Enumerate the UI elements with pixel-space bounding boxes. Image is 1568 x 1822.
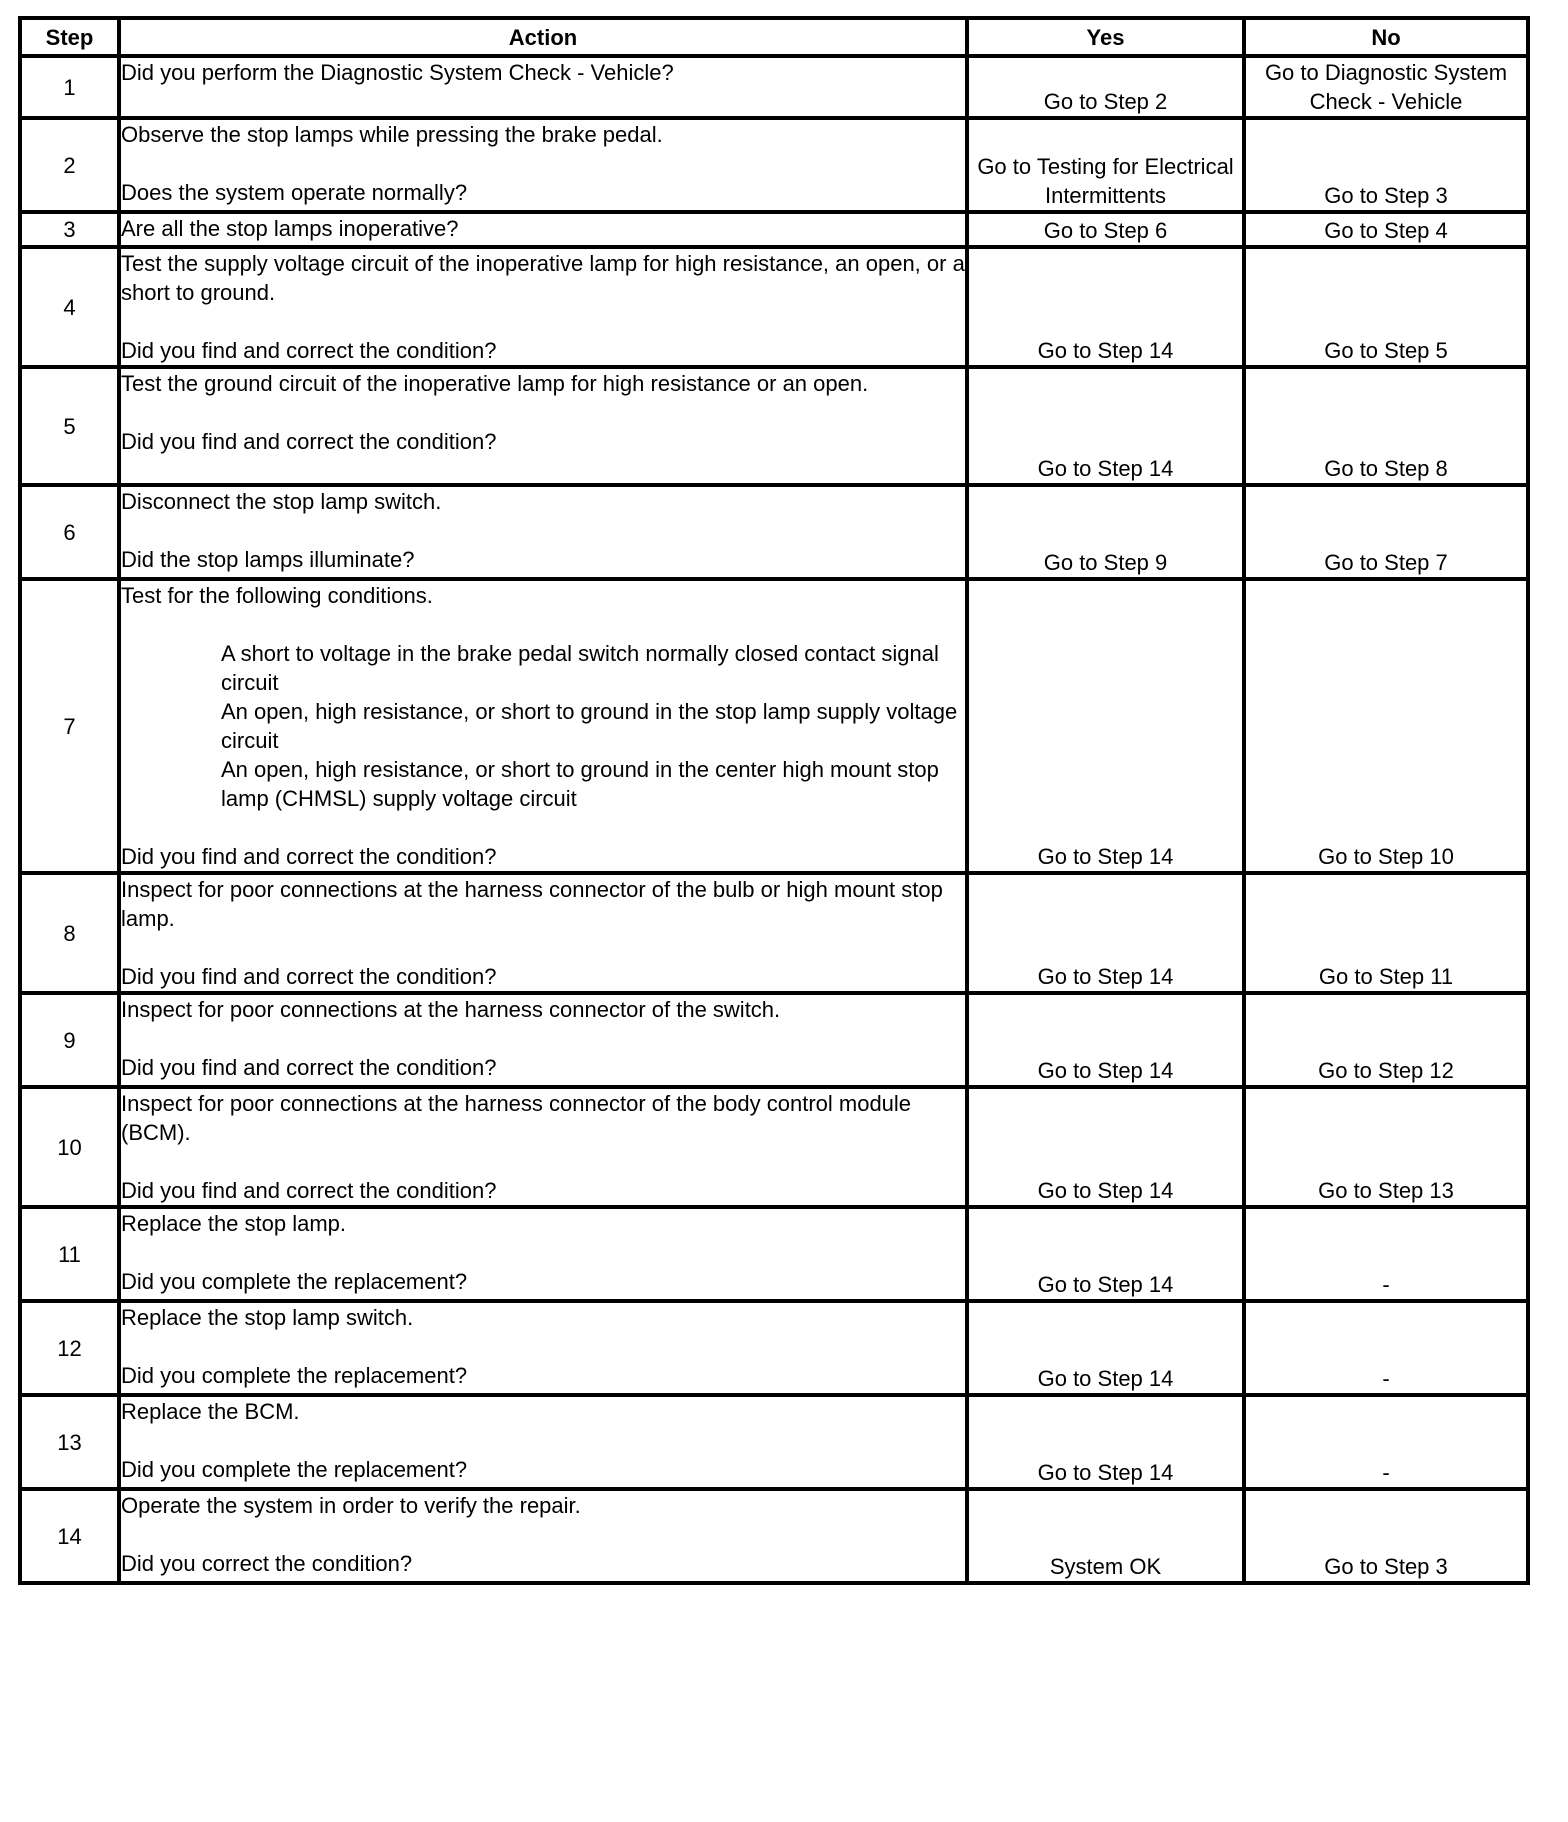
step-number: 1 [20,56,119,118]
action-text: Replace the BCM. [121,1399,300,1424]
action-question: Did you find and correct the condition? [121,964,497,989]
action-cell [119,247,967,367]
action-text: Observe the stop lamps while pressing the brake pedal. [121,122,663,147]
table-row [20,579,1528,873]
table-row [20,485,1528,579]
yes-result: Go to Step 14 [967,1301,1244,1395]
yes-result: Go to Step 6 [967,212,1244,247]
action-question: Does the system operate normally? [121,180,468,205]
no-result: Go to Step 5 [1244,247,1528,367]
step-number: 7 [20,579,119,873]
condition-item: An open, high resistance, or short to ground in the center high mount stop lamp (CHMSL) supply voltage circuit [221,757,939,811]
condition-item: A short to voltage in the brake pedal switch normally closed contact signal circuit [221,641,939,695]
action-text: Disconnect the stop lamp switch. [121,489,442,514]
yes-result: Go to Step 2 [967,56,1244,118]
action-cell [119,56,967,118]
table-row [20,1301,1528,1395]
action-question: Did you complete the replacement? [121,1269,468,1294]
header-row [20,18,1528,56]
header-step: Step [20,18,119,56]
table-row [20,873,1528,993]
no-result: Go to Step 7 [1244,485,1528,579]
no-result: Go to Step 12 [1244,993,1528,1087]
no-result: - [1244,1301,1528,1395]
action-cell [119,579,967,873]
step-number: 10 [20,1087,119,1207]
action-cell [119,1489,967,1583]
yes-result: Go to Step 14 [967,579,1244,873]
yes-result: Go to Step 14 [967,873,1244,993]
yes-result: Go to Step 14 [967,1087,1244,1207]
condition-item: An open, high resistance, or short to ground in the stop lamp supply voltage circuit [221,699,958,753]
header-no: No [1244,18,1528,56]
step-number: 9 [20,993,119,1087]
table-row [20,993,1528,1087]
action-text: Test the ground circuit of the inoperative lamp for high resistance or an open. [121,371,869,396]
no-result: Go to Step 3 [1244,118,1528,212]
no-result: Go to Step 13 [1244,1087,1528,1207]
yes-result: Go to Step 14 [967,1395,1244,1489]
action-cell [119,993,967,1087]
step-number: 13 [20,1395,119,1489]
action-question: Did you find and correct the condition? [121,844,497,869]
no-result: Go to Step 10 [1244,579,1528,873]
yes-result: Go to Step 14 [967,1207,1244,1301]
table-row [20,212,1528,247]
table-row [20,1489,1528,1583]
action-text: Are all the stop lamps inoperative? [121,216,459,241]
table-row [20,247,1528,367]
action-question: Did you find and correct the condition? [121,1055,497,1080]
step-number: 11 [20,1207,119,1301]
step-number: 12 [20,1301,119,1395]
step-number: 2 [20,118,119,212]
action-text: Replace the stop lamp. [121,1211,347,1236]
action-cell [119,1087,967,1207]
action-cell [119,1395,967,1489]
table-row [20,1395,1528,1489]
action-text: Test for the following conditions. [121,583,433,608]
step-number: 6 [20,485,119,579]
yes-result: Go to Step 9 [967,485,1244,579]
action-question: Did you find and correct the condition? [121,429,497,454]
no-result: Go to Step 8 [1244,367,1528,485]
yes-result: Go to Testing for Electrical Intermittents [967,118,1244,212]
no-result: Go to Step 4 [1244,212,1528,247]
step-number: 8 [20,873,119,993]
action-text: Inspect for poor connections at the harness connector of the bulb or high mount stop lamp. [121,877,943,931]
action-question: Did you find and correct the condition? [121,338,497,363]
table-row [20,56,1528,118]
step-number: 5 [20,367,119,485]
action-question: Did you complete the replacement? [121,1457,468,1482]
no-result: Go to Diagnostic System Check - Vehicle [1244,56,1528,118]
action-cell [119,873,967,993]
diagnostic-table [18,16,1530,1585]
action-cell [119,485,967,579]
action-question: Did you find and correct the condition? [121,1178,497,1203]
action-text: Test the supply voltage circuit of the inoperative lamp for high resistance, an open, or a short to ground. [121,251,965,305]
action-question: Did the stop lamps illuminate? [121,547,415,572]
no-result: Go to Step 3 [1244,1489,1528,1583]
action-cell [119,1301,967,1395]
step-number: 4 [20,247,119,367]
action-text: Replace the stop lamp switch. [121,1305,414,1330]
action-text: Did you perform the Diagnostic System Check - Vehicle? [121,60,674,85]
table-row [20,367,1528,485]
no-result: - [1244,1395,1528,1489]
action-cell [119,367,967,485]
step-number: 3 [20,212,119,247]
table-row [20,118,1528,212]
no-result: - [1244,1207,1528,1301]
yes-result: Go to Step 14 [967,367,1244,485]
step-number: 14 [20,1489,119,1583]
action-question: Did you correct the condition? [121,1551,413,1576]
action-text: Operate the system in order to verify the repair. [121,1493,581,1518]
table-row [20,1087,1528,1207]
action-cell [119,212,967,247]
yes-result: System OK [967,1489,1244,1583]
action-text: Inspect for poor connections at the harness connector of the body control module (BCM). [121,1091,912,1145]
action-cell [119,1207,967,1301]
action-question: Did you complete the replacement? [121,1363,468,1388]
header-yes: Yes [967,18,1244,56]
header-action: Action [119,18,967,56]
yes-result: Go to Step 14 [967,993,1244,1087]
no-result: Go to Step 11 [1244,873,1528,993]
action-text: Inspect for poor connections at the harness connector of the switch. [121,997,781,1022]
yes-result: Go to Step 14 [967,247,1244,367]
action-cell [119,118,967,212]
table-row [20,1207,1528,1301]
